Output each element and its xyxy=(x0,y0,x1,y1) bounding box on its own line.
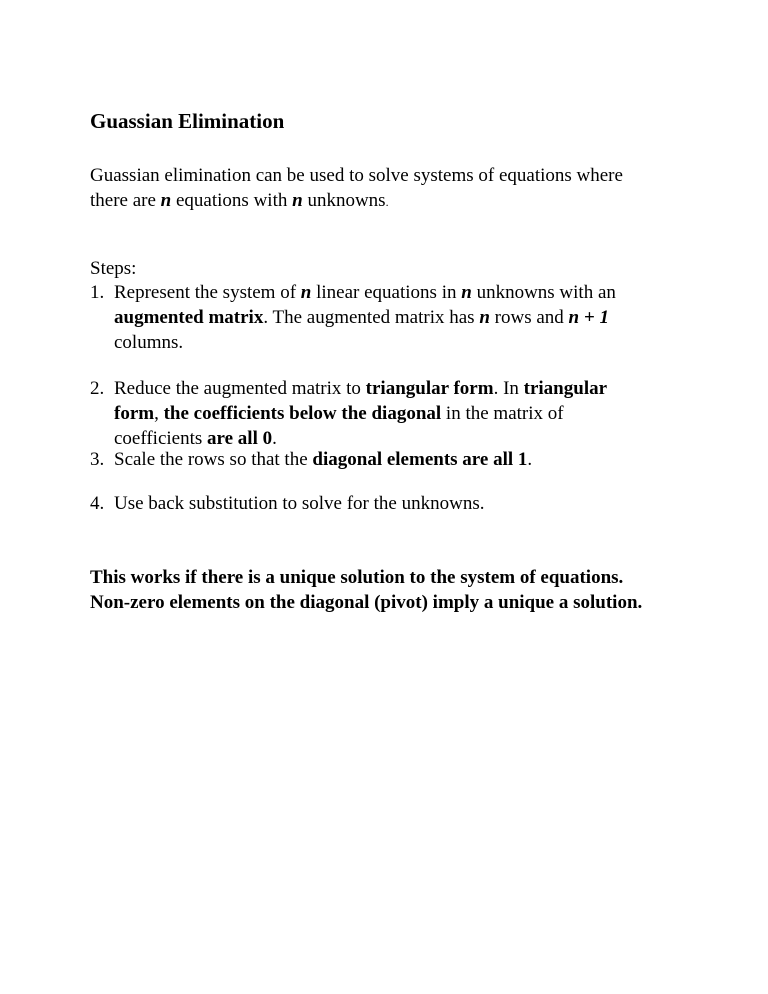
step-line xyxy=(114,401,607,426)
step-text: linear equations in xyxy=(311,282,462,303)
step-body xyxy=(114,376,607,451)
term-augmented-matrix: augmented matrix xyxy=(114,307,264,328)
intro-line-1: Guassian elimination can be used to solve systems of equations where xyxy=(90,165,623,186)
n-variable: n xyxy=(461,282,472,303)
term-are-all-zero: are all 0 xyxy=(207,428,273,449)
step-text: . The augmented matrix has xyxy=(263,307,480,328)
page-title: Guassian Elimination xyxy=(90,109,285,133)
n-plus-one: n + 1 xyxy=(568,307,609,328)
intro-text: equations with xyxy=(171,190,293,211)
step-body xyxy=(114,491,484,516)
intro-text: there are xyxy=(90,190,161,211)
term-coefficients-below-diagonal: the coefficients below the diagonal xyxy=(163,403,442,424)
step-text: rows and xyxy=(489,307,569,328)
step-line: columns. xyxy=(114,332,184,353)
step-text: Reduce the augmented matrix to xyxy=(114,378,366,399)
term-diagonal-elements: diagonal elements are all 1 xyxy=(312,449,528,470)
n-variable: n xyxy=(160,190,172,211)
step-text: . xyxy=(527,449,533,470)
step-line xyxy=(114,280,616,305)
intro-period: . xyxy=(385,195,389,209)
step-number: 2. xyxy=(90,378,105,399)
conclusion-line-1: This works if there is a unique solution to the system of equations. xyxy=(90,567,624,588)
step-number: 4. xyxy=(90,493,105,514)
steps-heading: Steps: xyxy=(90,258,137,279)
step-line: Use back substitution to solve for the unknowns. xyxy=(114,493,485,514)
step-body xyxy=(114,447,532,472)
step-text: Represent the system of xyxy=(114,282,301,303)
step-text: . xyxy=(272,428,277,449)
step-number: 3. xyxy=(90,449,105,470)
step-text: in the matrix of xyxy=(441,403,564,424)
step-text: unknowns with an xyxy=(471,282,616,303)
step-line xyxy=(114,376,607,401)
n-variable: n xyxy=(300,282,312,303)
step-number: 1. xyxy=(90,282,105,303)
term-triangular: triangular xyxy=(523,378,608,399)
term-triangular-form: triangular form xyxy=(365,378,494,399)
step-body xyxy=(114,280,616,355)
conclusion-paragraph xyxy=(90,565,642,615)
step-line xyxy=(114,447,532,472)
step-text: coefficients xyxy=(114,428,208,449)
intro-text: unknowns xyxy=(302,190,386,211)
intro-line-2 xyxy=(90,188,623,215)
n-variable: n xyxy=(479,307,490,328)
conclusion-line-2: Non-zero elements on the diagonal (pivot) imply a unique a solution. xyxy=(90,592,643,613)
step-text: , xyxy=(154,403,164,424)
step-text: Scale the rows so that the xyxy=(114,449,313,470)
step-text: . In xyxy=(493,378,524,399)
intro-paragraph xyxy=(90,163,623,215)
n-variable: n xyxy=(292,190,303,211)
term-form: form xyxy=(114,403,155,424)
step-line xyxy=(114,305,616,330)
